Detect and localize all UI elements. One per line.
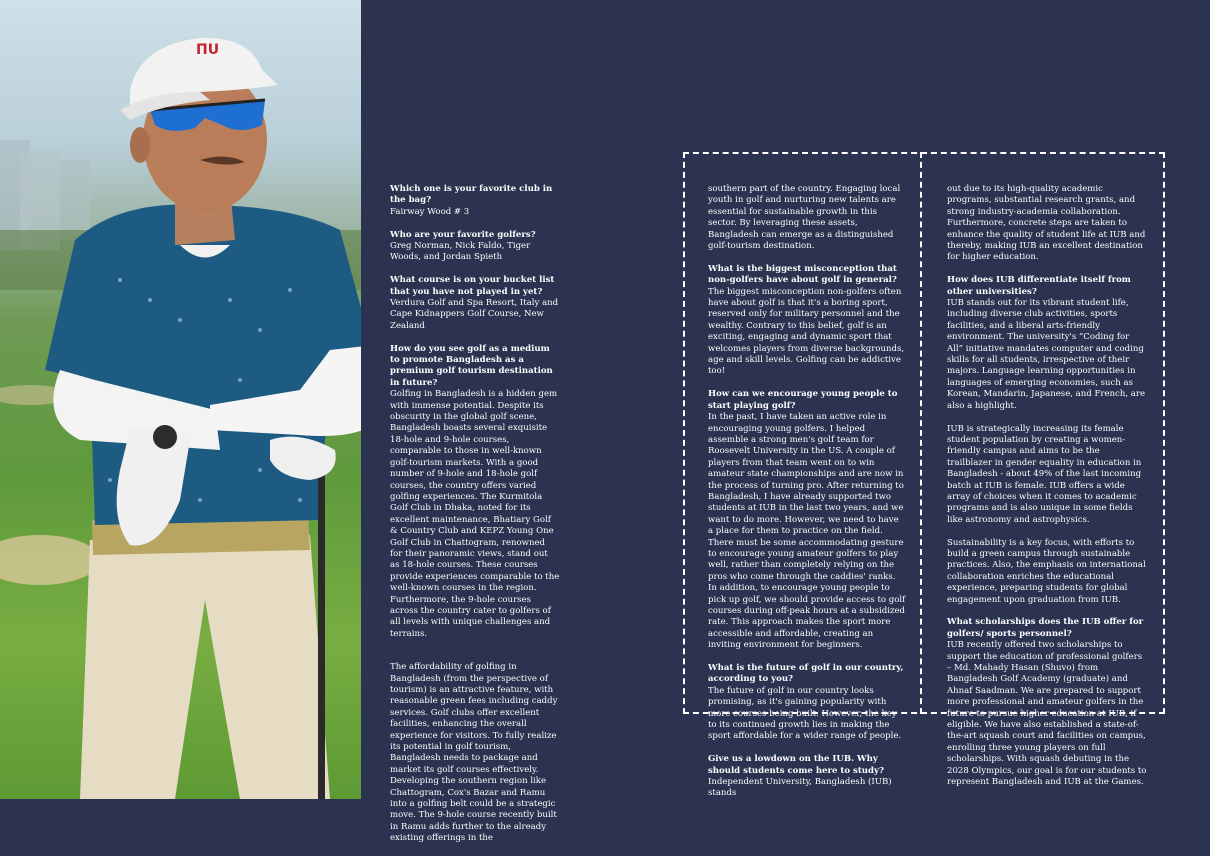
- dashed-column-divider: [920, 152, 922, 714]
- question: What is the future of golf in our country, according to you?: [708, 663, 904, 685]
- answer: Sustainability is a key focus, with efforts to build a green campus through sustainable practices. Also, the emphasis on international collaboration enriches the educational experience, preparing students for global engagement upon graduation from IUB.: [947, 537, 1146, 605]
- answer: IUB stands out for its vibrant student life, including diverse club activities, sports facilities, and a liberal arts-friendly environment. The university's “Coding for All” initiative mandates computer and coding skills for all students, irrespective of their majors. Language learning opportunities in languages of emerging economies, such as Korean, Mandarin, Japanese, and French, are also a highlight.: [947, 298, 1146, 411]
- qa-block: [390, 344, 560, 641]
- qa-block: [390, 184, 560, 218]
- question: Give us a lowdown on the IUB. Why should students come here to study?: [708, 754, 884, 776]
- qa-block: [947, 538, 1147, 606]
- qa-block: [947, 617, 1147, 788]
- column-2: [708, 184, 906, 811]
- question: How can we encourage young people to start playing golf?: [708, 389, 898, 411]
- qa-block: [947, 275, 1147, 412]
- golfer-photo: [0, 0, 361, 799]
- question: How do you see golf as a medium to promote Bangladesh as a premium golf tourism destination in future?: [390, 343, 553, 388]
- qa-block: [390, 230, 560, 264]
- answer: The affordability of golfing in Bangladesh (from the perspective of tourism) is an attractive feature, with reasonable green fees including caddy services. Golf clubs offer excellent facilities, enhancing the overall experience for visitors. To fully realize its potential in golf tourism, Bangladesh needs to package and market its golf courses effectively. Developing the southern region like Chattogram, Cox's Bazar and Ramu into a golfing belt could be a strategic move. The 9-hole course recently built in Ramu adds further to the already existing offerings in the: [390, 662, 558, 844]
- qa-block: [390, 662, 560, 845]
- column-3: [947, 184, 1147, 800]
- question: Who are your favorite golfers?: [390, 229, 536, 240]
- answer: out due to its high-quality academic programs, substantial research grants, and strong industry-academia collaboration. Furthermore, concrete steps are taken to enhance the quality of student life at IUB and thereby, making IUB an excellent destination for higher education.: [947, 184, 1146, 263]
- answer: southern part of the country. Engaging local youth in golf and nurturing new talents are essential for sustainable growth in this sector. By leveraging these assets, Bangladesh can emerge as a distinguished golf-tourism destination.: [708, 184, 901, 252]
- answer: The biggest misconception non-golfers often have about golf is that it's a boring sport, reserved only for military personnel and the wealthy. Contrary to this belief, golf is an exciting, engaging and dynamic sport that welcomes players from diverse backgrounds, age and skill levels. Golfing can be addictive too!: [708, 286, 905, 377]
- qa-block: [708, 754, 906, 800]
- answer: Greg Norman, Nick Faldo, Tiger Woods, and Jordan Spieth: [390, 241, 531, 263]
- column-1: [390, 184, 560, 856]
- question: What course is on your bucket list that you have not played in yet?: [390, 275, 555, 297]
- qa-block: [947, 424, 1147, 527]
- answer: Fairway Wood # 3: [390, 206, 470, 217]
- question: How does IUB differentiate itself from other universities?: [947, 275, 1131, 297]
- question: What scholarships does the IUB offer for golfers/ sports personnel?: [947, 617, 1144, 639]
- question: What is the biggest misconception that non-golfers have about golf in general?: [708, 263, 897, 286]
- answer: IUB is strategically increasing its female student population by creating a women-friendly campus and aims to be the trailblazer in gender equality in education in Bangladesh - about 49% of the last incoming batch at IUB is female. IUB offers a wide array of choices when it comes to academic programs and is also unique in some fields like astronomy and astrophysics.: [947, 423, 1142, 525]
- answer: Independent University, Bangladesh (IUB) stands: [708, 777, 892, 799]
- question: Which one is your favorite club in the bag?: [390, 184, 553, 206]
- golfer-illustration: [0, 0, 361, 799]
- qa-block: [708, 389, 906, 651]
- qa-block: [390, 275, 560, 332]
- answer: Verdura Golf and Spa Resort, Italy and Cape Kidnappers Golf Course, New Zealand: [390, 298, 559, 331]
- qa-block: [708, 264, 906, 378]
- qa-block: [708, 184, 906, 252]
- qa-block: [947, 184, 1147, 264]
- answer: Golfing in Bangladesh is a hidden gem with immense potential. Despite its obscurity in the global golf scene, Bangladesh boasts several exquisite 18-hole and 9-hole courses, comparable to those in well-known golf-tourism markets. With a good number of 9-hole and 18-hole golf courses, the country offers varied golfing experiences. The Kurmitola Golf Club in Dhaka, noted for its excellent maintenance, Bhatiary Golf & Country Club and KEPZ Young One Golf Club in Chattogram, renowned for their panoramic views, stand out as 18-hole courses. These courses provide experiences comparable to the well-known courses in the region. Furthermore, the 9-hole courses across the country cater to golfers of all levels with unique challenges and terrains.: [390, 389, 560, 639]
- qa-block: [708, 663, 906, 743]
- svg-text:ΠU: ΠU: [196, 42, 220, 58]
- answer: The future of golf in our country looks promising, as it's gaining popularity with more courses being built. However, the key to its continued growth lies in making the sport affordable for a wider range of people.: [708, 685, 902, 742]
- answer: In the past, I have taken an active role in encouraging young golfers. I helped assemble a strong men's golf team for Roosevelt University in the US. A couple of players from that team went on to win amateur state championships and are now in the process of turning pro. After returning to Bangladesh, I have already supported two students at IUB in the last two years, and we want to do more. However, we need to have a place for them to practice on the field. There must be some accommodating gesture to encourage young amateur golfers to play well, rather than completely relying on the pros who come through the caddies' ranks. In addition, to encourage young people to pick up golf, we should provide access to golf courses during off-peak hours at a subsidized rate. This approach makes the sport more accessible and affordable, creating an inviting environment for beginners.: [708, 412, 906, 651]
- answer: IUB recently offered two scholarships to support the education of professional golfers – Md. Mahady Hasan (Shuvo) from Bangladesh Golf Academy (graduate) and Ahnaf Saadman. We are prepared to support more professional and amateur golfers in the future to pursue higher education at IUB, if eligible. We have also established a state-of-the-art squash court and facilities on campus, enrolling three young players on full scholarships. With squash debuting in the 2028 Olympics, our goal is for our students to represent Bangladesh and IUB at the Games.: [947, 640, 1147, 788]
